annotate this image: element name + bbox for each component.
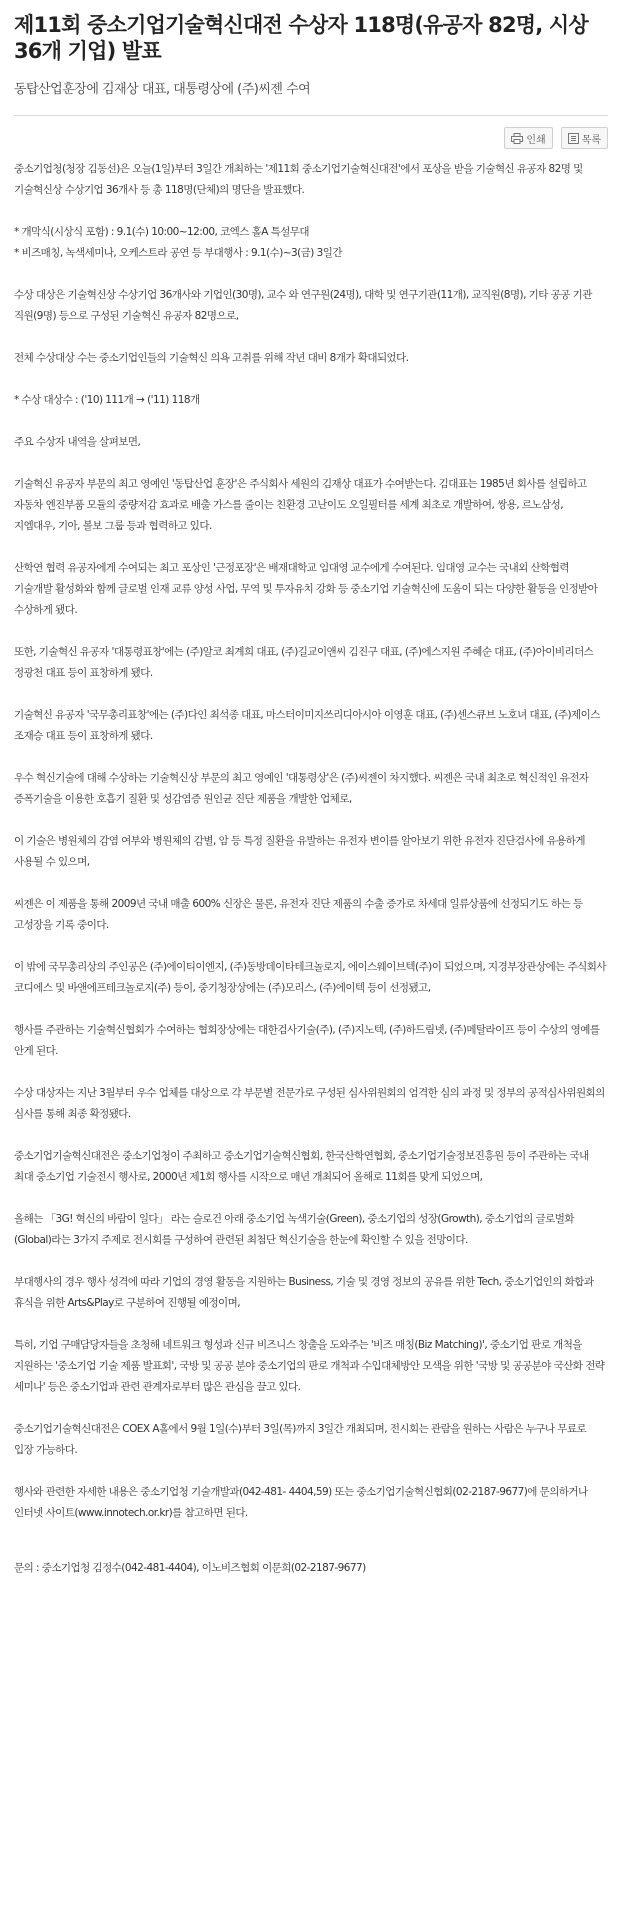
article-body	[14, 159, 608, 1524]
printer-icon	[511, 133, 523, 144]
print-label: 인쇄	[526, 134, 546, 146]
article-subtitle: 동탑산업훈장에 김재상 대표, 대통령상에 (주)씨젠 수여	[14, 78, 608, 116]
schedule-list	[14, 222, 608, 264]
list-button[interactable]	[561, 127, 608, 149]
print-button[interactable]	[504, 127, 552, 149]
paragraph: 기술혁신 유공자 부문의 최고 영예인 '동탑산업 훈장'은 주식회사 세원의 김재상 대표가 수여받는다. 김대표는 1985년 회사를 설립하고 자동차 엔진부품 모듈의 중량저감 효과로 배출 가스를 줄이는 친환경 고난이도 오일필터를 세계 최초로 개발하여, 쌍용, 르노삼성, 지엠대우, 기아, 볼보 그룹 등과 협력하고 있다.	[14, 478, 587, 532]
page-title: 제11회 중소기업기술혁신대전 수상자 118명(유공자 82명, 시상 36개 기업) 발표	[14, 13, 588, 63]
paragraph: 올해는 「3G! 혁신의 바람이 일다」 라는 슬로건 아래 중소기업 녹색기술(Green), 중소기업의 성장(Growth), 중소기업의 글로벌화(Global)라는 3가지 주제로 전시회를 구성하여 관련된 최첨단 혁신기술을 한눈에 확인할 수 있을 전망이다.	[14, 1213, 574, 1246]
paragraph: 씨젠은 이 제품을 통해 2009년 국내 매출 600% 신장은 물론, 유전자 진단 제품의 수출 증가로 차세대 일류상품에 선정되기도 하는 등 고성장을 기록 중이다.	[14, 898, 583, 931]
paragraph: 행사를 주관하는 기술혁신협회가 수여하는 협회장상에는 대한검사기술(주), (주)지노텍, (주)하드림넷, (주)메탈라이프 등이 수상의 영예를 안게 된다.	[14, 1024, 600, 1057]
paragraph: 또한, 기술혁신 유공자 '대통령표창'에는 (주)알코 최계희 대표, (주)길교이앤씨 김진구 대표, (주)에스지원 주혜순 대표, (주)아이비리더스 정광천 대표 등이 표창하게 됐다.	[14, 646, 594, 679]
paragraph: 수상 대상은 기술혁신상 수상기업 36개사와 기업인(30명), 교수 와 연구원(24명), 대학 및 연구기관(11개), 교직원(8명), 기타 공공 기관 직원(9명) 등으로 구성된 기술혁신 유공자 82명으로,	[14, 289, 592, 322]
paragraph: 이 밖에 국무총리상의 주인공은 (주)에이티이엔지, (주)동방데이타테크놀로지, 에이스웨이브텍(주)이 되었으며, 지경부장관상에는 주식회사 코디에스 및 바앤에프테크놀로지(주) 등이, 중기청장상에는 (주)모리스, (주)에이텍 등이 선정됐고,	[14, 961, 606, 994]
paragraph: 우수 혁신기술에 대해 수상하는 기술혁신상 부문의 최고 영예인 '대통령상'은 (주)씨젠이 차지했다. 씨젠은 국내 최초로 혁신적인 유전자 증폭기술을 이용한 호흡기 질환 및 성감염증 원인균 진단 제품을 개발한 업체로,	[14, 772, 589, 805]
count-list	[14, 390, 608, 411]
paragraph: 특히, 기업 구매담당자들을 초청해 네트워크 형성과 신규 비즈니스 창출을 도와주는 '비즈 매칭(Biz Matching)', 중소기업 판로 개척을 지원하는 '중소기업 기술 제품 발표회', 국방 및 공공 분야 중소기업의 판로 개척과 수입대체방안 모색을 위한 '국방 및 공공분야 국산화 전략 세미나' 등은 중소기업과 관련 관계자로부터 많은 관심을 끌고 있다.	[14, 1339, 605, 1393]
list-item: * 비즈매칭, 녹색세미나, 오케스트라 공연 등 부대행사 : 9.1(수)~3(금) 3일간	[14, 247, 342, 259]
list-item: * 수상 대상수 : ('10) 111개 → ('11) 118개	[14, 394, 200, 406]
paragraph: 주요 수상자 내역을 살펴보면,	[14, 436, 141, 448]
paragraph: 중소기업기술혁신대전은 중소기업청이 주최하고 중소기업기술혁신협회, 한국산학연협회, 중소기업기술정보진흥원 등이 주관하는 국내 최대 중소기업 기술전시 행사로, 2000년 제1회 행사를 시작으로 매년 개최되어 올해로 11회를 맞게 되었으며,	[14, 1150, 589, 1183]
list-icon	[568, 133, 579, 144]
contact-info: 문의 : 중소기업청 김정수(042-481-4404), 이노비즈협회 이문희(02-2187-9677)	[14, 1562, 366, 1574]
list-label: 목록	[581, 134, 601, 146]
paragraph: 수상 대상자는 지난 3월부터 우수 업체를 대상으로 각 부문별 전문가로 구성된 심사위원회의 엄격한 심의 과정 및 정부의 공적심사위원회의 심사를 통해 최종 확정됐다.	[14, 1087, 605, 1120]
paragraph: 기술혁신 유공자 '국무총리표창'에는 (주)다인 최석종 대표, 마스터이미지쓰리디아시아 이영훈 대표, (주)센스큐브 노호녀 대표, (주)제이스 조재승 대표 등이 표창하게 됐다.	[14, 709, 600, 742]
list-item: * 개막식(시상식 포함) : 9.1(수) 10:00~12:00, 코엑스 홀A 특설무대	[14, 226, 309, 238]
paragraph: 중소기업청(청장 김동선)은 오늘(1일)부터 3일간 개최하는 '제11회 중소기업기술혁신대전'에서 포상을 받을 기술혁신 유공자 82명 및 기술혁신상 수상기업 36개사 등 총 118명(단체)의 명단을 발표했다.	[14, 163, 583, 196]
paragraph: 행사와 관련한 자세한 내용은 중소기업청 기술개발과(042-481- 4404,59) 또는 중소기업기술혁신협회(02-2187-9677)에 문의하거나 인터넷 사이트(www.innotech.or.kr)를 참고하면 된다.	[14, 1486, 588, 1519]
paragraph: 중소기업기술혁신대전은 COEX A홀에서 9월 1일(수)부터 3일(목)까지 3일간 개최되며, 전시회는 관람을 원하는 사람은 누구나 무료로 입장 가능하다.	[14, 1423, 587, 1456]
paragraph: 전체 수상대상 수는 중소기업인들의 기술혁신 의욕 고취를 위해 작년 대비 8개가 확대되었다.	[14, 352, 409, 364]
paragraph: 이 기술은 병원체의 감염 여부와 병원체의 감별, 암 등 특정 질환을 유발하는 유전자 변이를 알아보기 위한 유전자 진단검사에 유용하게 사용될 수 있으며,	[14, 835, 585, 868]
article	[0, 12, 608, 1579]
paragraph: 산학연 협력 유공자에게 수여되는 최고 포상인 '근정포장'은 배재대학교 임대영 교수에게 수여된다. 임대영 교수는 국내외 산학협력 기술개발 활성화와 함께 글로벌 인재 교류 양성 사업, 무역 및 투자유치 강화 등 중소기업 기술혁신에 도움이 되는 다양한 활동을 인정받아 수상하게 됐다.	[14, 562, 598, 616]
paragraph: 부대행사의 경우 행사 성격에 따라 기업의 경영 활동을 지원하는 Business, 기술 및 경영 정보의 공유를 위한 Tech, 중소기업인의 화합과 휴식을 위한 Arts&Play로 구분하여 진행될 예정이며,	[14, 1276, 594, 1309]
article-toolbar	[14, 127, 608, 149]
